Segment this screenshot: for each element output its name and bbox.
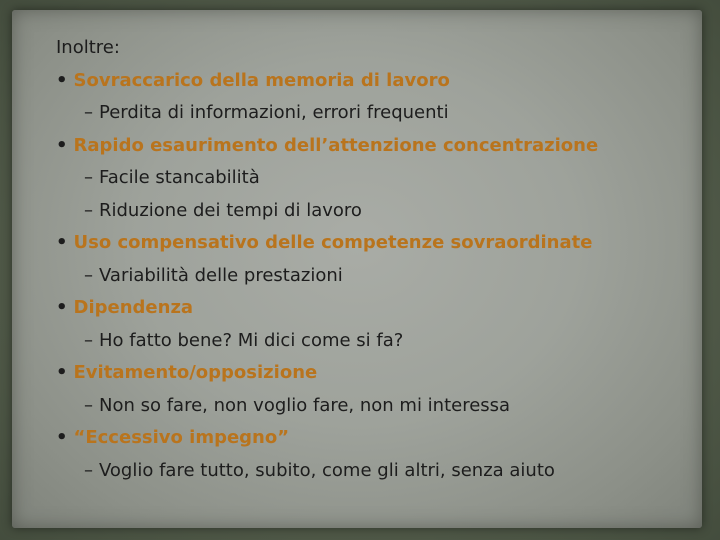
bullet-heading: “Eccessivo impegno”	[73, 427, 290, 448]
bullet-item	[56, 357, 706, 390]
dash-icon: –	[84, 264, 93, 286]
bullet-item	[56, 422, 706, 455]
bullet-heading: Evitamento/opposizione	[73, 362, 318, 383]
sub-item-text: Riduzione dei tempi di lavoro	[99, 199, 362, 221]
dash-icon: –	[84, 394, 93, 416]
dash-icon: –	[84, 102, 93, 123]
bullet-icon: •	[56, 69, 68, 91]
sub-item-text: Perdita di informazioni, errori frequenti	[99, 102, 449, 123]
dash-icon: –	[84, 167, 93, 188]
sub-item	[56, 97, 706, 130]
bullet-heading: Uso compensativo delle competenze sovraordinate	[73, 232, 593, 253]
sub-item	[56, 195, 706, 228]
sub-item-text: Ho fatto bene? Mi dici come si fa?	[99, 329, 404, 351]
bullet-icon: •	[56, 297, 68, 318]
bullet-icon: •	[56, 427, 68, 448]
bullet-heading: Sovraccarico della memoria di lavoro	[73, 69, 450, 91]
sub-item-text: Non so fare, non voglio fare, non mi interessa	[99, 394, 511, 416]
bullet-item	[56, 227, 706, 260]
sub-item-text: Voglio fare tutto, subito, come gli altri, senza aiuto	[99, 459, 555, 481]
sub-item-text: Variabilità delle prestazioni	[99, 264, 343, 286]
bullet-icon: •	[56, 362, 68, 383]
sub-item	[56, 390, 706, 423]
sub-item	[56, 455, 706, 488]
bullet-item	[56, 65, 706, 98]
dash-icon: –	[84, 199, 93, 221]
dash-icon: –	[84, 329, 93, 351]
bullet-icon: •	[56, 134, 68, 156]
bullet-heading: Dipendenza	[73, 297, 194, 318]
bullet-icon: •	[56, 232, 68, 253]
bullet-item	[56, 292, 706, 325]
sub-item-text: Facile stancabilità	[99, 167, 260, 188]
sub-item	[56, 162, 706, 195]
intro-text: Inoltre:	[56, 37, 120, 58]
bullet-item	[56, 130, 706, 163]
dash-icon: –	[84, 459, 93, 481]
bullet-heading: Rapido esaurimento dell’attenzione concentrazione	[73, 134, 599, 156]
sub-item	[56, 260, 706, 293]
slide-content	[56, 32, 706, 487]
sub-item	[56, 325, 706, 358]
slide-card	[12, 10, 702, 528]
